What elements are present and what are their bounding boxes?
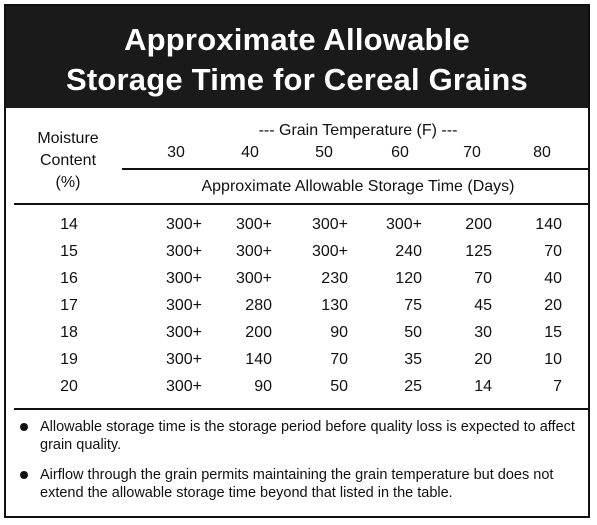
storage-days-cell: 70 (330, 351, 348, 368)
storage-days-cell: 7 (553, 378, 562, 395)
storage-days-cell: 300+ (311, 243, 348, 260)
storage-days-cell: 70 (474, 270, 492, 287)
storage-days-cell: 300+ (165, 216, 202, 233)
storage-days-cell: 240 (395, 243, 422, 260)
moisture-cell: 17 (60, 297, 78, 314)
header-divider (122, 168, 588, 170)
title-banner (6, 6, 588, 108)
storage-days-cell: 200 (465, 216, 492, 233)
storage-days-cell: 50 (404, 324, 422, 341)
storage-days-cell: 10 (544, 351, 562, 368)
moisture-header-line-1: Moisture (37, 130, 99, 147)
storage-days-cell: 120 (395, 270, 422, 287)
temperature-header-30: 30 (167, 144, 185, 161)
storage-days-cell: 125 (465, 243, 492, 260)
storage-days-cell: 280 (245, 297, 272, 314)
storage-days-cell: 15 (544, 324, 562, 341)
moisture-header-line-2: Content (39, 152, 97, 169)
bullet-icon (20, 471, 28, 479)
temperature-group-header: --- Grain Temperature (F) --- (258, 122, 458, 139)
storage-days-cell: 300+ (165, 351, 202, 368)
storage-days-cell: 45 (474, 297, 492, 314)
temperature-header-50: 50 (315, 144, 333, 161)
temperature-header-60: 60 (391, 144, 409, 161)
storage-days-cell: 140 (245, 351, 272, 368)
storage-days-cell: 25 (404, 378, 422, 395)
temperature-header-80: 80 (533, 144, 551, 161)
storage-days-cell: 130 (321, 297, 348, 314)
moisture-cell: 16 (60, 270, 78, 287)
storage-days-cell: 140 (535, 216, 562, 233)
moisture-cell: 15 (60, 243, 78, 260)
storage-days-cell: 75 (404, 297, 422, 314)
storage-days-cell: 300+ (165, 270, 202, 287)
note-1-text: Allowable storage time is the storage period before quality loss is expected to affect grain quality. (40, 419, 575, 453)
note-2-text: Airflow through the grain permits maintaining the grain temperature but does not extend the allowable storage time beyond that listed in the table. (40, 467, 554, 501)
storage-days-cell: 20 (544, 297, 562, 314)
moisture-cell: 19 (60, 351, 78, 368)
moisture-cell: 18 (60, 324, 78, 341)
storage-days-cell: 300+ (165, 297, 202, 314)
storage-days-cell: 40 (544, 270, 562, 287)
storage-days-cell: 90 (330, 324, 348, 341)
storage-days-cell: 300+ (165, 324, 202, 341)
storage-days-cell: 30 (474, 324, 492, 341)
storage-days-cell: 300+ (311, 216, 348, 233)
storage-days-cell: 300+ (165, 243, 202, 260)
moisture-cell: 20 (60, 378, 78, 395)
storage-days-cell: 50 (330, 378, 348, 395)
note-2 (20, 466, 576, 502)
storage-days-cell: 300+ (235, 243, 272, 260)
storage-days-cell: 300+ (165, 378, 202, 395)
temperature-header-40: 40 (241, 144, 259, 161)
body-divider-bottom (14, 408, 588, 410)
bullet-icon (20, 423, 28, 431)
storage-days-cell: 20 (474, 351, 492, 368)
title-line-1: Approximate Allowable (124, 22, 470, 57)
storage-days-cell: 200 (245, 324, 272, 341)
storage-days-cell: 300+ (235, 216, 272, 233)
storage-days-cell: 70 (544, 243, 562, 260)
storage-days-cell: 14 (474, 378, 492, 395)
storage-days-cell: 230 (321, 270, 348, 287)
storage-days-cell: 35 (404, 351, 422, 368)
storage-days-cell: 300+ (235, 270, 272, 287)
moisture-header-line-3: (%) (55, 174, 81, 191)
body-divider-top (14, 203, 588, 205)
title-line-2: Storage Time for Cereal Grains (66, 62, 528, 97)
temperature-header-70: 70 (463, 144, 481, 161)
moisture-cell: 14 (60, 216, 78, 233)
note-1 (20, 418, 576, 454)
storage-time-subheader: Approximate Allowable Storage Time (Days) (201, 178, 515, 195)
storage-days-cell: 90 (254, 378, 272, 395)
storage-days-cell: 300+ (385, 216, 422, 233)
storage-time-table-card (4, 4, 590, 518)
